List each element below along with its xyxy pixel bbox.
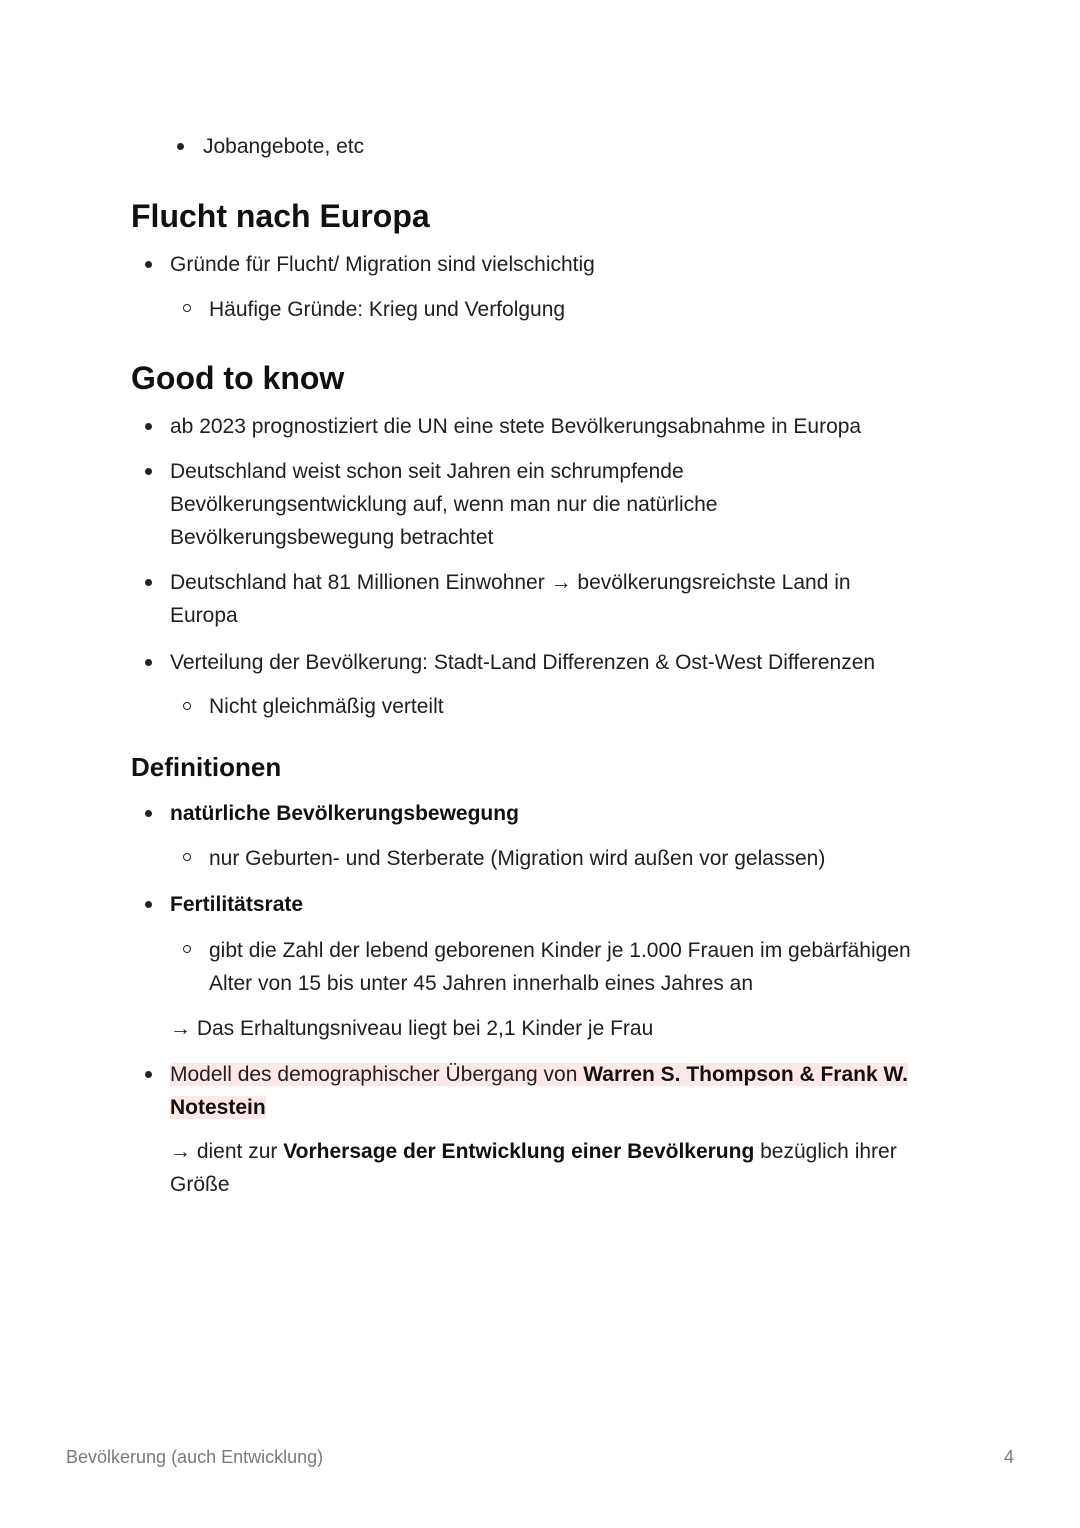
- bullet-icon: [145, 579, 152, 586]
- note-erhaltungsniveau: → Das Erhaltungsniveau liegt bei 2,1 Kinder je Frau: [170, 1017, 654, 1040]
- heading-flucht: Flucht nach Europa: [131, 198, 430, 234]
- note-vorhersage: → dient zur Vorhersage der Entwicklung einer Bevölkerung bezüglich ihrer Größe: [170, 1140, 897, 1196]
- footer-title: Bevölkerung (auch Entwicklung): [66, 1447, 324, 1467]
- heading-definitionen: Definitionen: [131, 752, 282, 782]
- circle-bullet-icon: [183, 304, 191, 312]
- bullet-icon: [145, 659, 152, 666]
- bullet-icon: [145, 1071, 152, 1078]
- bullet-icon: [145, 901, 152, 908]
- definition-term-fertilitaet: Fertilitätsrate: [170, 893, 304, 916]
- circle-bullet-icon: [183, 945, 191, 953]
- circle-bullet-icon: [183, 853, 191, 861]
- list-item-text: Jobangebote, etc: [203, 135, 365, 158]
- definition-desc-fertilitaet: gibt die Zahl der lebend geborenen Kinder je 1.000 Frauen im gebärfähigen Alter von 15 bis unter 45 Jahren innerhalb eines Jahres an: [209, 939, 911, 995]
- list-item-jobangebote: [203, 130, 364, 163]
- bullet-icon: [177, 143, 184, 150]
- sublist-item-verteilt: Nicht gleichmäßig verteilt: [209, 695, 444, 718]
- sublist-item-haeufige: Häufige Gründe: Krieg und Verfolgung: [209, 298, 566, 321]
- list-item-einwohner: Deutschland hat 81 Millionen Einwohner → bevölkerungsreichste Land in Europa: [170, 571, 851, 627]
- list-item-deutschland-schrumpfend: Deutschland weist schon seit Jahren ein schrumpfende Bevölkerungsentwicklung auf, wenn man nur die natürliche Bevölkerungsbewegung betrachtet: [170, 460, 718, 549]
- bullet-icon: [145, 810, 152, 817]
- definition-term-modell: Modell des demographischer Übergang von Warren S. Thompson & Frank W. Notestein: [170, 1063, 909, 1119]
- definition-term-bewegung: natürliche Bevölkerungsbewegung: [170, 802, 519, 825]
- circle-bullet-icon: [183, 702, 191, 710]
- list-item-un-prognose: ab 2023 prognostiziert die UN eine stete Bevölkerungsabnahme in Europa: [170, 415, 862, 438]
- bullet-icon: [145, 423, 152, 430]
- list-item-verteilung: Verteilung der Bevölkerung: Stadt-Land Differenzen & Ost-West Differenzen: [170, 651, 876, 674]
- heading-good-to-know: Good to know: [131, 360, 345, 396]
- list-item-gruende: Gründe für Flucht/ Migration sind vielschichtig: [170, 253, 595, 276]
- page-number: 4: [1004, 1447, 1015, 1467]
- bullet-icon: [145, 261, 152, 268]
- bullet-icon: [145, 468, 152, 475]
- definition-desc-bewegung: nur Geburten- und Sterberate (Migration wird außen vor gelassen): [209, 847, 826, 870]
